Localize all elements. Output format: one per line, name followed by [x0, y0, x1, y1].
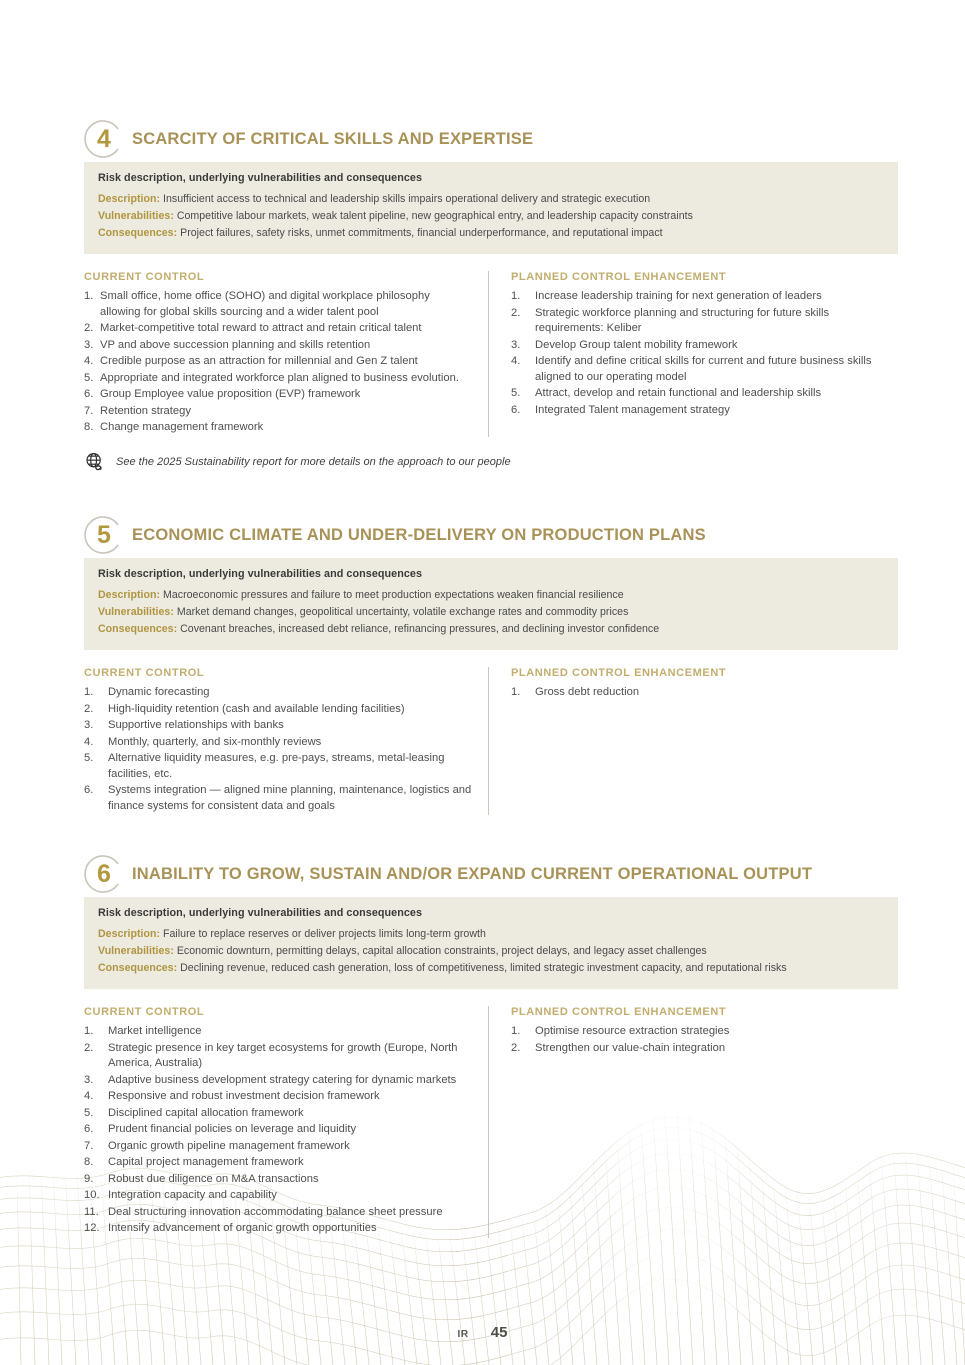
control-list-item-text: Deal structuring innovation accommodating balance sheet pressure — [108, 1205, 443, 1218]
list-marker: 2. — [511, 1041, 521, 1054]
control-list-item — [84, 1172, 472, 1188]
list-marker: 12. — [84, 1222, 100, 1234]
list-marker: 5. — [84, 752, 94, 764]
control-list-item — [84, 751, 472, 782]
control-list-item-text: Prudent financial policies on leverage and liquidity — [108, 1123, 357, 1135]
list-marker: 7. — [84, 404, 94, 417]
list-marker: 11. — [84, 1205, 99, 1218]
description-label: Description: — [98, 589, 161, 601]
control-list-item — [511, 1041, 892, 1057]
section-number: 5 — [97, 520, 111, 549]
risk-consequences-row — [98, 621, 884, 638]
control-list-item-text: Market-competitive total reward to attract and retain critical talent — [100, 322, 422, 334]
control-list-item — [84, 702, 472, 718]
description-label: Description: — [98, 928, 161, 940]
list-marker: 2. — [84, 1041, 94, 1054]
risk-description-row — [98, 191, 884, 208]
list-marker: 4. — [511, 355, 521, 367]
control-list-item-text: Market intelligence — [108, 1025, 202, 1037]
current-control-list — [84, 685, 472, 814]
risk-consequences-row — [98, 960, 884, 977]
control-list-item-text: Develop Group talent mobility framework — [535, 338, 738, 351]
vulnerabilities-value: Competitive labour markets, weak talent pipeline, new geographical entry, and leadership capacity constraints — [176, 210, 693, 222]
consequences-value: Declining revenue, reduced cash generation, loss of competitiveness, limited strategic investment capacity, and reputational risks — [180, 962, 787, 974]
risk-vulnerabilities-row — [98, 208, 884, 225]
control-list-item-text: Intensify advancement of organic growth opportunities — [108, 1222, 377, 1234]
list-marker: 9. — [84, 1172, 94, 1185]
section-number: 6 — [97, 859, 111, 888]
list-marker: 8. — [84, 421, 94, 433]
description-label: Description: — [98, 193, 161, 205]
control-list-item-text: Optimise resource extraction strategies — [535, 1025, 730, 1037]
control-list-item-text: Robust due diligence on M&A transactions — [108, 1172, 319, 1185]
list-marker: 5. — [511, 387, 521, 399]
risk-description-row — [98, 587, 884, 604]
risk-description-box — [84, 897, 898, 989]
list-marker: 1. — [511, 1025, 521, 1037]
planned-control-heading: PLANNED CONTROL ENHANCEMENT — [511, 667, 727, 679]
control-list-item-text: Organic growth pipeline management framework — [108, 1139, 350, 1152]
risk-description-box — [84, 162, 898, 254]
planned-control-heading: PLANNED CONTROL ENHANCEMENT — [511, 271, 727, 283]
control-list-item — [84, 354, 472, 370]
risk-box-title: Risk description, underlying vulnerabilities and consequences — [98, 568, 423, 580]
control-list-item — [511, 403, 892, 419]
list-marker: 2. — [511, 306, 521, 319]
planned-control-column — [488, 1006, 892, 1238]
list-marker: 10. — [84, 1189, 100, 1201]
control-list-item — [84, 289, 472, 320]
sustainability-note-text: See the 2025 Sustainability report for more details on the approach to our people — [116, 455, 511, 468]
control-list-item-text: Adaptive business development strategy catering for dynamic markets — [108, 1073, 457, 1086]
list-marker: 3. — [84, 719, 94, 731]
description-value: Macroeconomic pressures and failure to meet production expectations weaken financial resilience — [163, 589, 624, 601]
planned-control-list — [511, 289, 892, 418]
list-marker: 1. — [84, 686, 94, 698]
control-list-item — [511, 338, 892, 354]
current-control-heading: CURRENT CONTROL — [84, 1006, 205, 1018]
control-list-item — [84, 420, 472, 436]
list-marker: 6. — [84, 784, 94, 796]
risk-section-6 — [0, 851, 965, 1238]
list-marker: 3. — [84, 1073, 94, 1086]
list-marker: 2. — [84, 322, 94, 334]
list-marker: 4. — [84, 735, 94, 748]
control-list-item-text: Monthly, quarterly, and six-monthly reviews — [108, 735, 322, 748]
section-number-badge — [84, 854, 124, 894]
list-marker: 3. — [84, 338, 94, 351]
control-list-item-text: Strategic presence in key target ecosystems for growth (Europe, North America, Australia) — [108, 1041, 458, 1069]
control-list-item — [84, 1155, 472, 1171]
control-list-item-text: Systems integration — aligned mine planning, maintenance, logistics and finance systems for consistent data and goals — [108, 784, 472, 812]
section-header — [0, 512, 965, 558]
current-control-heading: CURRENT CONTROL — [84, 271, 205, 283]
control-list-item — [84, 1024, 472, 1040]
description-value: Failure to replace reserves or deliver projects limits long-term growth — [163, 928, 486, 940]
planned-control-list — [511, 685, 892, 701]
control-list-item-text: Group Employee value proposition (EVP) framework — [100, 388, 361, 400]
control-list-item-text: Integration capacity and capability — [108, 1189, 277, 1201]
control-list-item — [84, 1106, 472, 1122]
risk-vulnerabilities-row — [98, 943, 884, 960]
list-marker: 1. — [511, 686, 521, 698]
control-list-item — [84, 371, 472, 387]
list-marker: 5. — [84, 1106, 94, 1119]
page-footer — [0, 1324, 965, 1341]
list-marker: 6. — [84, 388, 94, 400]
list-marker: 4. — [84, 355, 94, 367]
planned-control-heading: PLANNED CONTROL ENHANCEMENT — [511, 1006, 727, 1018]
control-list-item — [511, 386, 892, 402]
control-list-item-text: Dynamic forecasting — [108, 686, 210, 698]
control-list-item-text: Retention strategy — [100, 404, 191, 417]
risk-section-4 — [0, 116, 965, 473]
control-list-item-text: Identify and define critical skills for current and future business skills aligned to our operating model — [535, 355, 872, 383]
control-list-item — [84, 1188, 472, 1204]
control-list-item-text: Alternative liquidity measures, e.g. pre-pays, streams, metal-leasing facilities, etc. — [108, 752, 445, 780]
consequences-value: Covenant breaches, increased debt reliance, refinancing pressures, and declining investor confidence — [180, 623, 660, 635]
current-control-column — [84, 1006, 488, 1238]
current-control-heading: CURRENT CONTROL — [84, 667, 205, 679]
control-list-item — [511, 685, 892, 701]
description-value: Insufficient access to technical and leadership skills impairs operational delivery and strategic execution — [163, 193, 651, 205]
control-list-item — [84, 1122, 472, 1138]
section-title: SCARCITY OF CRITICAL SKILLS AND EXPERTISE — [132, 129, 534, 148]
control-list-item-text: Increase leadership training for next generation of leaders — [535, 290, 822, 302]
control-list-item — [84, 1205, 472, 1221]
planned-control-column — [488, 271, 892, 437]
control-list-item-text: Strengthen our value-chain integration — [535, 1041, 726, 1054]
control-list-item — [84, 685, 472, 701]
control-list-item-text: Responsive and robust investment decision framework — [108, 1090, 380, 1102]
risk-box-title: Risk description, underlying vulnerabilities and consequences — [98, 907, 423, 919]
control-list-item-text: Gross debt reduction — [535, 686, 640, 698]
risk-section-5 — [0, 512, 965, 815]
current-control-list — [84, 289, 472, 436]
control-list-item-text: Disciplined capital allocation framework — [108, 1106, 304, 1119]
list-marker: 8. — [84, 1156, 94, 1168]
list-marker: 1. — [84, 290, 94, 302]
control-list-item — [511, 354, 892, 385]
consequences-label: Consequences: — [98, 227, 178, 239]
section-number-badge — [84, 515, 124, 555]
control-list-item-text: Attract, develop and retain functional and leadership skills — [535, 387, 822, 399]
page-number: 45 — [490, 1324, 508, 1341]
vulnerabilities-value: Market demand changes, geopolitical uncertainty, volatile exchange rates and commodity prices — [176, 606, 629, 618]
controls-columns — [84, 271, 965, 437]
control-list-item-text: Small office, home office (SOHO) and digital workplace philosophy allowing for global skills sourcing and a wider talent pool — [100, 290, 430, 318]
consequences-value: Project failures, safety risks, unmet commitments, financial underperformance, and reputational impact — [180, 227, 663, 239]
risk-description-box — [84, 558, 898, 650]
list-marker: 5. — [84, 371, 94, 384]
current-control-column — [84, 667, 488, 815]
control-list-item-text: Supportive relationships with banks — [108, 719, 284, 731]
list-marker: 1. — [84, 1025, 94, 1037]
control-list-item-text: High-liquidity retention (cash and available lending facilities) — [108, 702, 405, 715]
controls-columns — [84, 1006, 965, 1238]
section-number-badge — [84, 119, 124, 159]
section-title: INABILITY TO GROW, SUSTAIN AND/OR EXPAND CURRENT OPERATIONAL OUTPUT — [132, 864, 813, 883]
risk-vulnerabilities-row — [98, 604, 884, 621]
section-header — [0, 851, 965, 897]
control-list-item — [511, 289, 892, 305]
list-marker: 6. — [511, 403, 521, 416]
vulnerabilities-label: Vulnerabilities: — [98, 606, 174, 618]
consequences-label: Consequences: — [98, 962, 178, 974]
sustainability-note[interactable] — [84, 451, 965, 473]
control-list-item — [84, 1073, 472, 1089]
current-control-column — [84, 271, 488, 437]
vulnerabilities-label: Vulnerabilities: — [98, 210, 174, 222]
globe-link-icon — [84, 451, 106, 473]
control-list-item — [84, 1221, 472, 1237]
section-title: ECONOMIC CLIMATE AND UNDER-DELIVERY ON PRODUCTION PLANS — [132, 525, 706, 544]
list-marker: 1. — [511, 290, 521, 302]
planned-control-list — [511, 1024, 892, 1056]
list-marker: 4. — [84, 1090, 94, 1102]
control-list-item — [84, 387, 472, 403]
control-list-item — [84, 718, 472, 734]
control-list-item — [84, 321, 472, 337]
planned-control-column — [488, 667, 892, 815]
section-number: 4 — [97, 124, 111, 153]
control-list-item — [84, 338, 472, 354]
list-marker: 2. — [84, 702, 94, 715]
control-list-item — [84, 1139, 472, 1155]
footer-report-tag: IR — [457, 1329, 469, 1340]
current-control-list — [84, 1024, 472, 1237]
risk-box-title: Risk description, underlying vulnerabilities and consequences — [98, 172, 423, 184]
control-list-item — [511, 1024, 892, 1040]
control-list-item-text: Capital project management framework — [108, 1156, 304, 1168]
list-marker: 6. — [84, 1123, 94, 1135]
section-header — [0, 116, 965, 162]
control-list-item — [84, 783, 472, 814]
controls-columns — [84, 667, 965, 815]
control-list-item — [511, 306, 892, 337]
risk-consequences-row — [98, 225, 884, 242]
control-list-item — [84, 1089, 472, 1105]
control-list-item-text: Appropriate and integrated workforce plan aligned to business evolution. — [100, 371, 459, 384]
control-list-item — [84, 404, 472, 420]
vulnerabilities-value: Economic downturn, permitting delays, capital allocation constraints, project delays, and legacy asset challenges — [176, 945, 707, 957]
vulnerabilities-label: Vulnerabilities: — [98, 945, 174, 957]
control-list-item-text: Credible purpose as an attraction for millennial and Gen Z talent — [100, 355, 418, 367]
control-list-item-text: VP and above succession planning and skills retention — [100, 338, 371, 351]
control-list-item — [84, 1041, 472, 1072]
list-marker: 7. — [84, 1139, 94, 1152]
risk-description-row — [98, 926, 884, 943]
control-list-item-text: Change management framework — [100, 421, 264, 433]
list-marker: 3. — [511, 338, 521, 351]
control-list-item-text: Integrated Talent management strategy — [535, 403, 730, 416]
consequences-label: Consequences: — [98, 623, 178, 635]
control-list-item — [84, 735, 472, 751]
control-list-item-text: Strategic workforce planning and structuring for future skills requirements: Keliber — [535, 306, 830, 334]
